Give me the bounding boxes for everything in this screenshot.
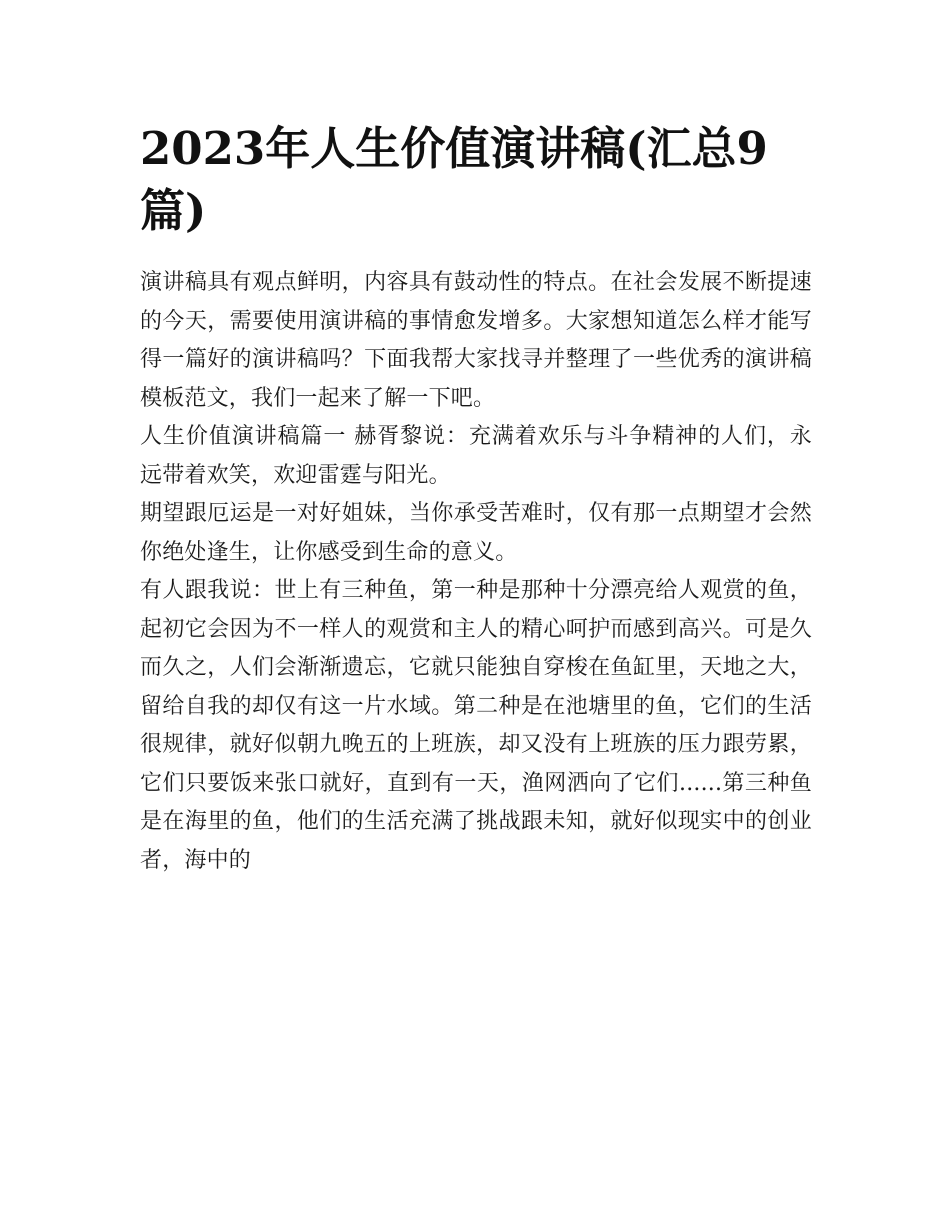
document-body <box>140 264 812 880</box>
document-title: 2023年人生价值演讲稿(汇总9篇) <box>140 122 768 237</box>
paragraph-three-fish: 有人跟我说：世上有三种鱼，第一种是那种十分漂亮给人观赏的鱼，起初它会因为不一样人的观赏和主人的精心呵护而感到高兴。可是久而久之，人们会渐渐遗忘，它就只能独自穿梭在鱼缸里，天地之大，留给自我的却仅有这一片水域。第二种是在池塘里的鱼，它们的生活很规律，就好似朝九晚五的上班族，却又没有上班族的压力跟劳累，它们只要饭来张口就好，直到有一天，渔网洒向了它们......第三种鱼是在海里的鱼，他们的生活充满了挑战跟未知，就好似现实中的创业者，海中的 <box>140 578 812 873</box>
paragraph-section-one-quote: 人生价值演讲稿篇一 赫胥黎说：充满着欢乐与斗争精神的人们，永远带着欢笑，欢迎雷霆与阳光。 <box>140 424 812 488</box>
paragraph-hope: 期望跟厄运是一对好姐妹，当你承受苦难时，仅有那一点期望才会然你绝处逢生，让你感受到生命的意义。 <box>140 501 812 565</box>
document-page <box>140 118 812 880</box>
paragraph-intro: 演讲稿具有观点鲜明，内容具有鼓动性的特点。在社会发展不断提速的今天，需要使用演讲稿的事情愈发增多。大家想知道怎么样才能写得一篇好的演讲稿吗？下面我帮大家找寻并整理了一些优秀的演讲稿模板范文，我们一起来了解一下吧。 <box>140 270 812 411</box>
